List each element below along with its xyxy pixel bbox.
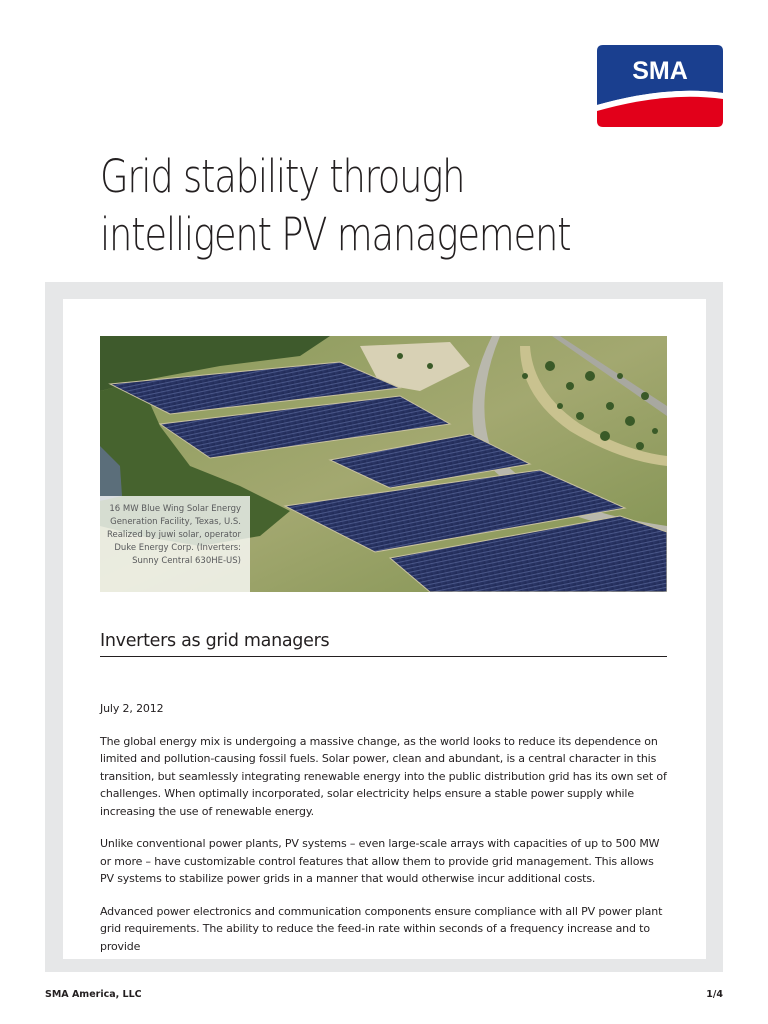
caption-line-4: Duke Energy Corp. (Inverters: xyxy=(114,543,241,553)
article-date: July 2, 2012 xyxy=(100,702,164,715)
sma-logo xyxy=(597,45,723,127)
caption-line-1: 16 MW Blue Wing Solar Energy xyxy=(109,504,241,514)
title-line-2: intelligent PV management xyxy=(100,208,571,261)
caption-line-2: Generation Facility, Texas, U.S. xyxy=(110,517,241,527)
article-body xyxy=(100,700,670,970)
paragraph-1: The global energy mix is undergoing a massive change, as the world looks to reduce its dependence on limited and pollution-causing fossil fuels. Solar power, clean and abundant, is a central character in this transition, but seamlessly integrating renewable energy into the public distribution grid has its own set of challenges. When optimally incorporated, solar electricity helps ensure a stable power supply while increasing the use of renewable energy. xyxy=(100,734,667,818)
footer-page-number: 1/4 xyxy=(706,989,723,1000)
section-heading: Inverters as grid managers xyxy=(100,631,667,657)
caption-line-5: Sunny Central 630HE-US) xyxy=(132,556,241,566)
caption-line-3: Realized by juwi solar, operator xyxy=(106,530,241,540)
footer-company: SMA America, LLC xyxy=(45,989,142,1000)
paragraph-3: Advanced power electronics and communication components ensure compliance with all PV power plant grid requirements. The ability to reduce the feed-in rate within seconds of a frequency increase and to provide xyxy=(100,904,663,953)
logo-text: SMA xyxy=(632,57,688,85)
photo-caption xyxy=(100,496,250,592)
document-title xyxy=(100,148,592,264)
paragraph-2: Unlike conventional power plants, PV systems – even large-scale arrays with capacities of up to 500 MW or more – have customizable control features that allow them to provide grid management. This allows PV systems to stabilize power grids in a manner that would otherwise incur additional costs. xyxy=(100,837,660,885)
title-line-1: Grid stability through xyxy=(100,150,465,203)
